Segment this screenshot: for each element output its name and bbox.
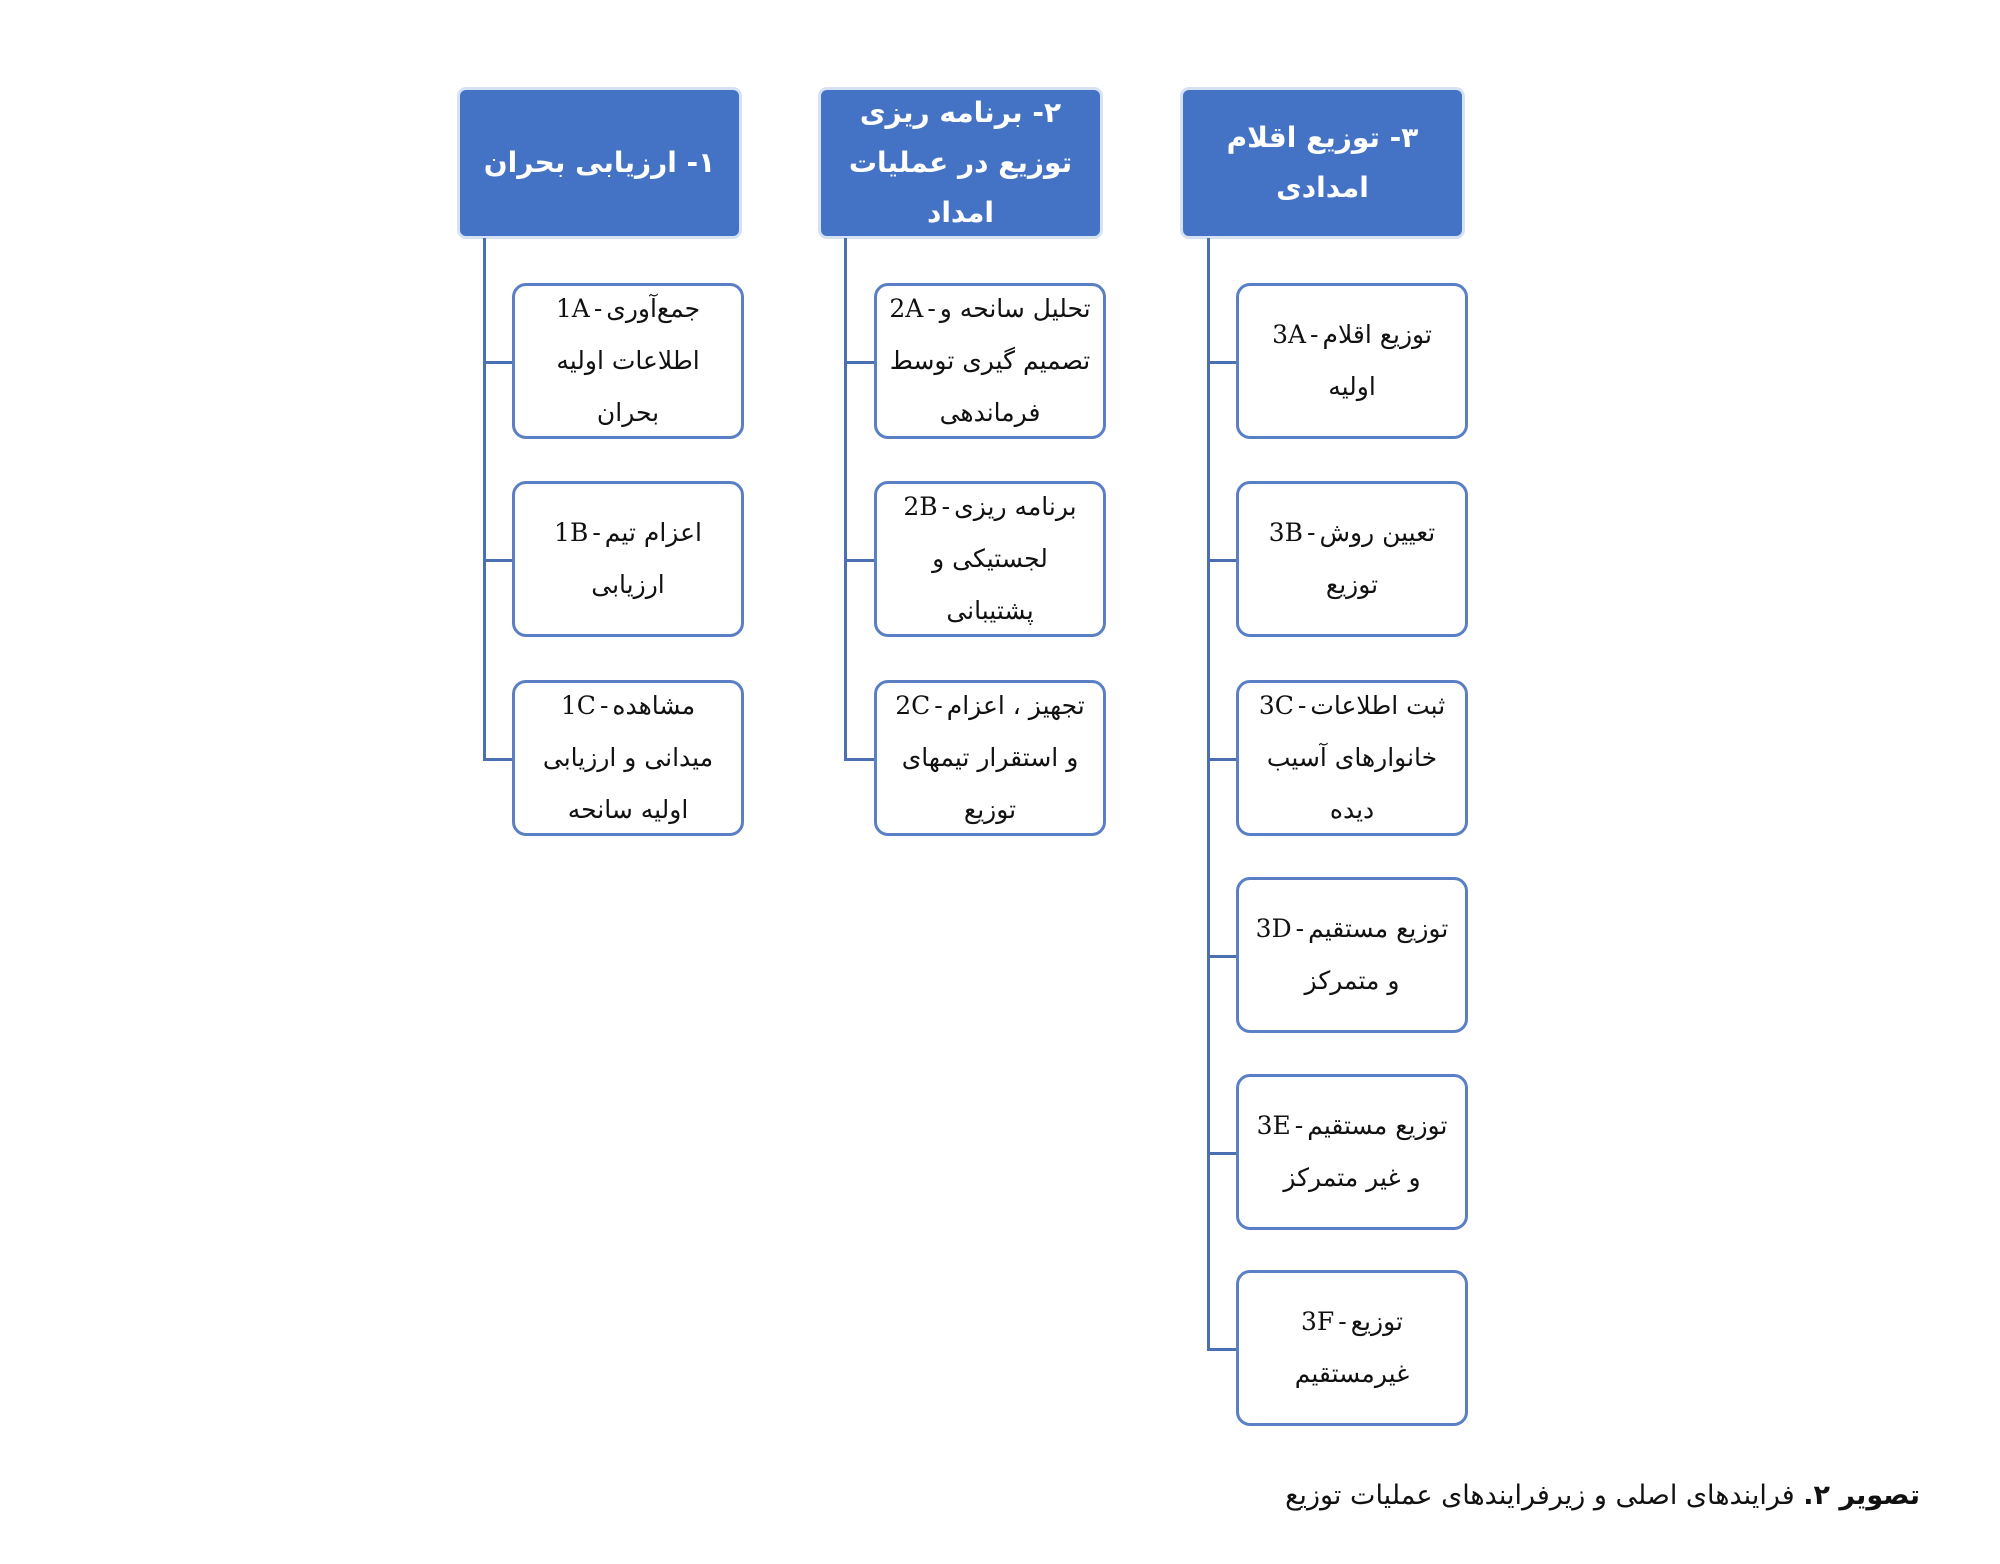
process-1-title: ۱- ارزیابی بحران bbox=[483, 146, 716, 179]
process-3-connector bbox=[1207, 238, 1210, 1351]
subprocess-2c-box: 2C - تجهیز ، اعزام و استقرار تیمهای توزیع bbox=[874, 680, 1106, 836]
connector-3a bbox=[1207, 361, 1236, 364]
subprocess-code: 3B bbox=[1268, 518, 1304, 547]
process-3-header bbox=[1180, 87, 1465, 239]
subprocess-label: اعزام تیم ارزیابی bbox=[591, 518, 702, 599]
subprocess-3c-box: 3C - ثبت اطلاعات خانوارهای آسیب دیده bbox=[1236, 680, 1468, 836]
subprocess-label: برنامه ریزی لجستیکی و پشتیبانی bbox=[932, 492, 1077, 625]
process-1-header bbox=[457, 87, 742, 239]
caption-prefix: تصویر ۲. bbox=[1803, 1480, 1920, 1511]
process-1-connector bbox=[483, 238, 486, 761]
subprocess-label: تحلیل سانحه و تصمیم گیری توسط فرماندهی bbox=[889, 294, 1091, 427]
subprocess-1c-box: 1C - مشاهده میدانی و ارزیابی اولیه سانحه bbox=[512, 680, 744, 836]
subprocess-3b-box: 3B - تعیین روش توزیع bbox=[1236, 481, 1468, 637]
subprocess-code: 3E bbox=[1256, 1111, 1291, 1140]
subprocess-label: ثبت اطلاعات خانوارهای آسیب دیده bbox=[1266, 691, 1446, 824]
figure-caption bbox=[1285, 1480, 1920, 1511]
connector-3f bbox=[1207, 1348, 1236, 1351]
caption-text: فرایندهای اصلی و زیرفرایندهای عملیات توزیع bbox=[1285, 1480, 1804, 1511]
subprocess-1a-box: 1A - جمع‌آوری اطلاعات اولیه بحران bbox=[512, 283, 744, 439]
subprocess-1b-box: 1B - اعزام تیم ارزیابی bbox=[512, 481, 744, 637]
subprocess-code: 1A bbox=[555, 294, 590, 323]
subprocess-code: 3F bbox=[1301, 1307, 1335, 1336]
connector-1c bbox=[483, 758, 512, 761]
connector-3d bbox=[1207, 955, 1236, 958]
connector-1a bbox=[483, 361, 512, 364]
subprocess-code: 1C bbox=[560, 691, 596, 720]
subprocess-code: 2B bbox=[903, 492, 938, 521]
subprocess-code: 3C bbox=[1258, 691, 1294, 720]
subprocess-code: 1B bbox=[554, 518, 589, 547]
subprocess-3a-box: 3A - توزیع اقلام اولیه bbox=[1236, 283, 1468, 439]
connector-3e bbox=[1207, 1152, 1236, 1155]
process-2-title: ۲- برنامه ریزی توزیع در عملیات امداد bbox=[848, 96, 1073, 229]
process-3-title: ۳- توزیع اقلام امدادی bbox=[1226, 121, 1419, 204]
subprocess-label: توزیع مستقیم و غیر متمرکز bbox=[1283, 1111, 1448, 1192]
connector-1b bbox=[483, 559, 512, 562]
subprocess-2a-box: 2A - تحلیل سانحه و تصمیم گیری توسط فرماندهی bbox=[874, 283, 1106, 439]
process-2-connector bbox=[844, 238, 847, 761]
connector-3c bbox=[1207, 758, 1236, 761]
subprocess-label: توزیع مستقیم و متمرکز bbox=[1304, 914, 1449, 995]
connector-2a bbox=[844, 361, 874, 364]
subprocess-code: 3D bbox=[1255, 914, 1292, 943]
subprocess-label: تعیین روش توزیع bbox=[1319, 518, 1436, 599]
subprocess-3d-box: 3D - توزیع مستقیم و متمرکز bbox=[1236, 877, 1468, 1033]
subprocess-label: جمع‌آوری اطلاعات اولیه بحران bbox=[556, 294, 701, 427]
connector-2c bbox=[844, 758, 874, 761]
subprocess-code: 2C bbox=[895, 691, 931, 720]
subprocess-code: 2A bbox=[889, 294, 924, 323]
subprocess-label: توزیع اقلام اولیه bbox=[1322, 320, 1432, 401]
subprocess-2b-box: 2B - برنامه ریزی لجستیکی و پشتیبانی bbox=[874, 481, 1106, 637]
connector-2b bbox=[844, 559, 874, 562]
process-2-header bbox=[818, 87, 1103, 239]
subprocess-label: توزیع غیرمستقیم bbox=[1294, 1307, 1410, 1388]
subprocess-code: 3A bbox=[1272, 320, 1307, 349]
subprocess-3f-box: 3F - توزیع غیرمستقیم bbox=[1236, 1270, 1468, 1426]
subprocess-label: مشاهده میدانی و ارزیابی اولیه سانحه bbox=[542, 691, 714, 824]
subprocess-3e-box: 3E - توزیع مستقیم و غیر متمرکز bbox=[1236, 1074, 1468, 1230]
subprocess-label: تجهیز ، اعزام و استقرار تیمهای توزیع bbox=[901, 691, 1085, 824]
connector-3b bbox=[1207, 559, 1236, 562]
